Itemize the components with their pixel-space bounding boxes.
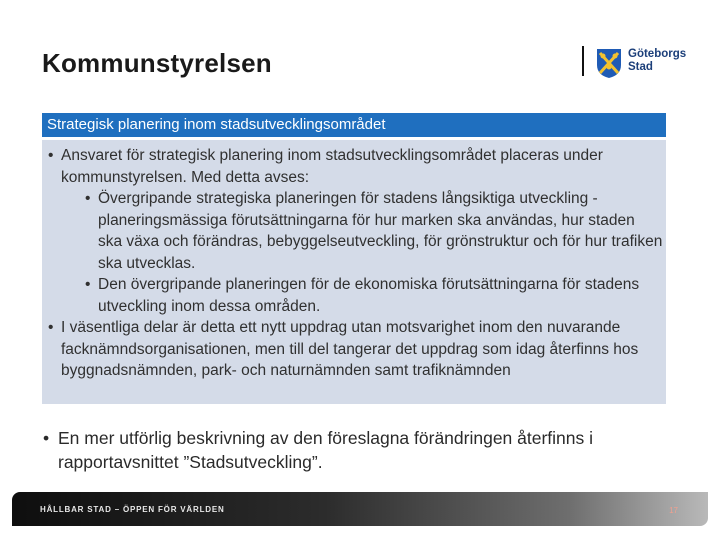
box-subbullet-1-text: Övergripande strategiska planeringen för stadens långsiktiga utveckling - planeringsmässiga förutsättningarna för hur marken ska användas, hur staden ska växa och förändras, bebyggelseutveckling, för grönstruktur och för hur trafiken ska utvecklas.: [98, 190, 663, 272]
box-bullet-1-text: Ansvaret för strategisk planering inom stadsutvecklingsområdet placeras under kommunstyrelsen. Med detta avses:: [61, 147, 603, 186]
box-bullet-2-text: I väsentliga delar är detta ett nytt uppdrag utan motsvarighet inom den nuvarande facknämndsorganisationen, men till del tangerar det uppdrag som idag återfinns hos byggnadsnämnden, park- och naturnämnden samt trafiknämnden: [61, 319, 639, 379]
logo-wordmark: [628, 48, 686, 74]
box-header: Strategisk planering inom stadsutvecklingsområdet: [42, 113, 666, 137]
logo-line-2: Stad: [628, 61, 653, 73]
bottom-bullet: [43, 426, 683, 474]
box-bullet-1: [48, 145, 661, 188]
footer-bar: [12, 492, 708, 526]
box-subbullet-2: [85, 274, 663, 317]
page-number: 17: [669, 506, 678, 515]
logo-line-1: Göteborgs: [628, 48, 687, 60]
box-bullet-2: [48, 317, 661, 382]
footer-slogan: HÅLLBAR STAD – ÖPPEN FÖR VÄRLDEN: [40, 505, 225, 514]
bullet-dot: •: [43, 428, 50, 448]
bullet-dot: •: [48, 319, 54, 336]
logo-divider: [582, 46, 584, 76]
bullet-dot: •: [85, 276, 91, 293]
bullet-dot: •: [85, 190, 91, 207]
bottom-bullet-text: En mer utförlig beskrivning av den föreslagna förändringen återfinns i rapportavsnittet ”Stadsutveckling”.: [58, 428, 594, 472]
box-subbullet-1: [85, 188, 663, 274]
slide-title: Kommunstyrelsen: [42, 48, 272, 78]
box-subbullet-2-text: Den övergripande planeringen för de ekonomiska förutsättningarna för stadens utveckling inom dessa områden.: [98, 276, 640, 315]
goteborg-crest-icon: [594, 47, 624, 79]
bullet-dot: •: [48, 147, 54, 164]
